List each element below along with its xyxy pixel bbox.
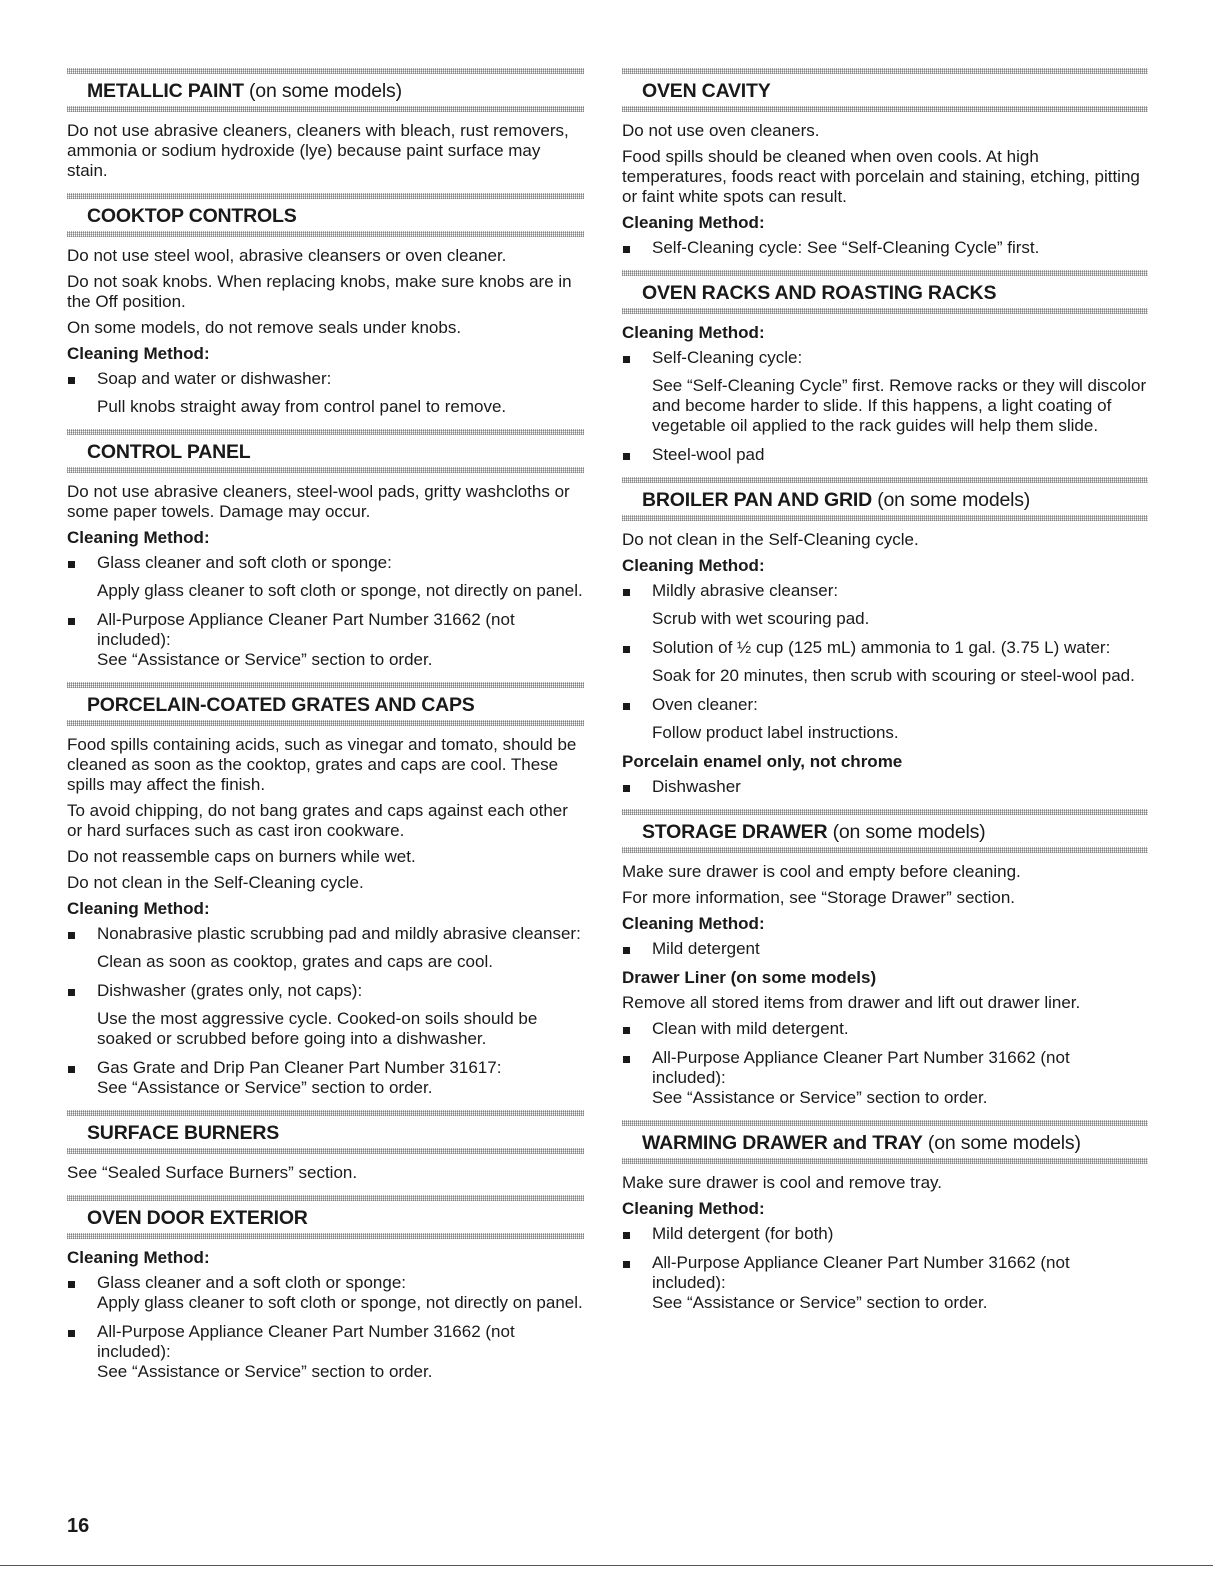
- section-rule: [622, 477, 1148, 483]
- bullet-icon: [623, 646, 630, 653]
- section-storage-drawer: [622, 809, 1148, 1108]
- bullet-icon: [623, 1027, 630, 1034]
- list-item: Solution of ½ cup (125 mL) ammonia to 1 gal. (3.75 L) water: Soak for 20 minutes, then scrub with scouring or steel-wool pad.: [622, 638, 1148, 686]
- paragraph: Do not use abrasive cleaners, cleaners with bleach, rust removers, ammonia or sodium hydroxide (lye) because paint surface may stain.: [67, 121, 569, 180]
- section-heading: OVEN CAVITY: [642, 80, 771, 102]
- paragraph: Food spills containing acids, such as vinegar and tomato, should be cleaned as soon as the cooktop, grates and caps are cool. These spills may affect the finish.: [67, 735, 577, 794]
- cleaning-method-label: Cleaning Method:: [67, 344, 210, 363]
- list-item: Mildly abrasive cleanser: Scrub with wet scouring pad.: [622, 581, 1148, 629]
- list-item: Clean with mild detergent.: [622, 1019, 1148, 1039]
- section-rule: [67, 1233, 584, 1239]
- bullet-icon: [623, 947, 630, 954]
- list-item: Dishwasher (grates only, not caps): Use the most aggressive cycle. Cooked-on soils should be soaked or scrubbed before going into a dishwasher.: [67, 981, 584, 1049]
- section-heading: CONTROL PANEL: [87, 441, 251, 463]
- list-item: All-Purpose Appliance Cleaner Part Number 31662 (not included): See “Assistance or Service” section to order.: [67, 1322, 584, 1382]
- section-metallic-paint: [67, 68, 584, 181]
- list-item: Glass cleaner and soft cloth or sponge: Apply glass cleaner to soft cloth or sponge, not directly on panel.: [67, 553, 584, 601]
- section-rule: [67, 429, 584, 435]
- paragraph: For more information, see “Storage Drawer” section.: [622, 888, 1016, 907]
- section-heading: OVEN DOOR EXTERIOR: [87, 1207, 308, 1229]
- list-item: Dishwasher: [622, 777, 1148, 797]
- section-rule: [622, 847, 1148, 853]
- section-rule: [622, 68, 1148, 74]
- paragraph: Make sure drawer is cool and remove tray.: [622, 1173, 942, 1192]
- paragraph: Make sure drawer is cool and empty before cleaning.: [622, 862, 1021, 881]
- bullet-icon: [68, 1066, 75, 1073]
- bullet-icon: [68, 1330, 75, 1337]
- section-heading: OVEN RACKS AND ROASTING RACKS: [642, 282, 997, 304]
- list-item: Nonabrasive plastic scrubbing pad and mildly abrasive cleanser: Clean as soon as cooktop, grates and caps are cool.: [67, 924, 584, 972]
- cleaning-method-label: Cleaning Method:: [622, 323, 765, 342]
- cleaning-method-label: Cleaning Method:: [622, 1199, 765, 1218]
- bottom-divider: [0, 1565, 1213, 1566]
- left-column: [67, 68, 584, 1394]
- list-item: Self-Cleaning cycle: See “Self-Cleaning Cycle” first. Remove racks or they will discolor and become harder to slide. If this happens, a light coating of vegetable oil applied to the rack guides will help them slide.: [622, 348, 1148, 436]
- paragraph: Do not clean in the Self-Cleaning cycle.: [67, 873, 364, 892]
- section-rule: [622, 809, 1148, 815]
- paragraph: Remove all stored items from drawer and lift out drawer liner.: [622, 993, 1081, 1012]
- section-rule: [622, 1158, 1148, 1164]
- cleaning-method-label: Cleaning Method:: [67, 1248, 210, 1267]
- bullet-icon: [623, 703, 630, 710]
- section-heading: BROILER PAN AND GRID (on some models): [642, 489, 1031, 511]
- drawer-liner-label: Drawer Liner (on some models): [622, 968, 877, 987]
- paragraph: Do not clean in the Self-Cleaning cycle.: [622, 530, 919, 549]
- list-item: Mild detergent: [622, 939, 1148, 959]
- right-column: [622, 68, 1148, 1325]
- section-heading: WARMING DRAWER and TRAY (on some models): [642, 1132, 1081, 1154]
- section-control-panel: [67, 429, 584, 670]
- section-heading: PORCELAIN-COATED GRATES AND CAPS: [87, 694, 475, 716]
- paragraph: Do not use abrasive cleaners, steel-wool pads, gritty washcloths or some paper towels. Damage may occur.: [67, 482, 570, 521]
- list-item: All-Purpose Appliance Cleaner Part Number 31662 (not included): See “Assistance or Service” section to order.: [67, 610, 584, 670]
- list-item: Oven cleaner: Follow product label instructions.: [622, 695, 1148, 743]
- bullet-icon: [68, 1281, 75, 1288]
- bullet-icon: [623, 453, 630, 460]
- section-rule: [67, 68, 584, 74]
- paragraph: Do not reassemble caps on burners while wet.: [67, 847, 416, 866]
- bullet-icon: [623, 1232, 630, 1239]
- paragraph: Food spills should be cleaned when oven cools. At high temperatures, foods react with porcelain and staining, etching, pitting or faint white spots can result.: [622, 147, 1140, 206]
- section-rule: [67, 1148, 584, 1154]
- page-number: 16: [67, 1515, 90, 1537]
- section-surface-burners: [67, 1110, 584, 1183]
- section-rule: [622, 308, 1148, 314]
- bullet-icon: [68, 561, 75, 568]
- section-rule: [67, 106, 584, 112]
- section-rule: [622, 1120, 1148, 1126]
- section-grates-caps: [67, 682, 584, 1098]
- paragraph: On some models, do not remove seals under knobs.: [67, 318, 462, 337]
- bullet-icon: [623, 356, 630, 363]
- list-item: Soap and water or dishwasher: Pull knobs straight away from control panel to remove.: [67, 369, 584, 417]
- bullet-icon: [68, 932, 75, 939]
- section-rule: [67, 682, 584, 688]
- section-rule: [67, 1195, 584, 1201]
- section-oven-racks: [622, 270, 1148, 465]
- paragraph: To avoid chipping, do not bang grates and caps against each other or hard surfaces such as cast iron cookware.: [67, 801, 568, 840]
- bullet-icon: [68, 618, 75, 625]
- cleaning-method-label: Cleaning Method:: [622, 914, 765, 933]
- paragraph: Do not use steel wool, abrasive cleansers or oven cleaner.: [67, 246, 507, 265]
- paragraph: Do not use oven cleaners.: [622, 121, 820, 140]
- list-item: All-Purpose Appliance Cleaner Part Number 31662 (not included): See “Assistance or Service” section to order.: [622, 1253, 1148, 1313]
- section-rule: [67, 467, 584, 473]
- bullet-icon: [623, 589, 630, 596]
- cleaning-method-label: Cleaning Method:: [67, 528, 210, 547]
- section-rule: [67, 231, 584, 237]
- section-rule: [622, 270, 1148, 276]
- bullet-icon: [68, 989, 75, 996]
- list-item: Gas Grate and Drip Pan Cleaner Part Number 31617: See “Assistance or Service” section to order.: [67, 1058, 584, 1098]
- list-item: Self-Cleaning cycle: See “Self-Cleaning Cycle” first.: [622, 238, 1148, 258]
- section-heading: METALLIC PAINT (on some models): [87, 80, 402, 102]
- paragraph: See “Sealed Surface Burners” section.: [67, 1163, 358, 1182]
- list-item: Mild detergent (for both): [622, 1224, 1148, 1244]
- porcelain-label: Porcelain enamel only, not chrome: [622, 752, 903, 771]
- list-item: All-Purpose Appliance Cleaner Part Number 31662 (not included): See “Assistance or Service” section to order.: [622, 1048, 1148, 1108]
- section-rule: [622, 106, 1148, 112]
- cleaning-method-label: Cleaning Method:: [67, 899, 210, 918]
- bullet-icon: [68, 377, 75, 384]
- section-heading: SURFACE BURNERS: [87, 1122, 280, 1144]
- cleaning-method-label: Cleaning Method:: [622, 556, 765, 575]
- section-warming-drawer: [622, 1120, 1148, 1313]
- bullet-icon: [623, 246, 630, 253]
- paragraph: Do not soak knobs. When replacing knobs, make sure knobs are in the Off position.: [67, 272, 572, 311]
- section-rule: [67, 720, 584, 726]
- list-item: Glass cleaner and a soft cloth or sponge: Apply glass cleaner to soft cloth or sponge, not directly on panel.: [67, 1273, 584, 1313]
- section-cooktop-controls: [67, 193, 584, 417]
- section-rule: [67, 193, 584, 199]
- section-broiler-pan: [622, 477, 1148, 797]
- bullet-icon: [623, 785, 630, 792]
- section-rule: [67, 1110, 584, 1116]
- section-rule: [622, 515, 1148, 521]
- section-oven-door-exterior: [67, 1195, 584, 1382]
- section-oven-cavity: [622, 68, 1148, 258]
- list-item: Steel-wool pad: [622, 445, 1148, 465]
- cleaning-method-label: Cleaning Method:: [622, 213, 765, 232]
- bullet-icon: [623, 1261, 630, 1268]
- bullet-icon: [623, 1056, 630, 1063]
- section-heading: COOKTOP CONTROLS: [87, 205, 297, 227]
- section-heading: STORAGE DRAWER (on some models): [642, 821, 986, 843]
